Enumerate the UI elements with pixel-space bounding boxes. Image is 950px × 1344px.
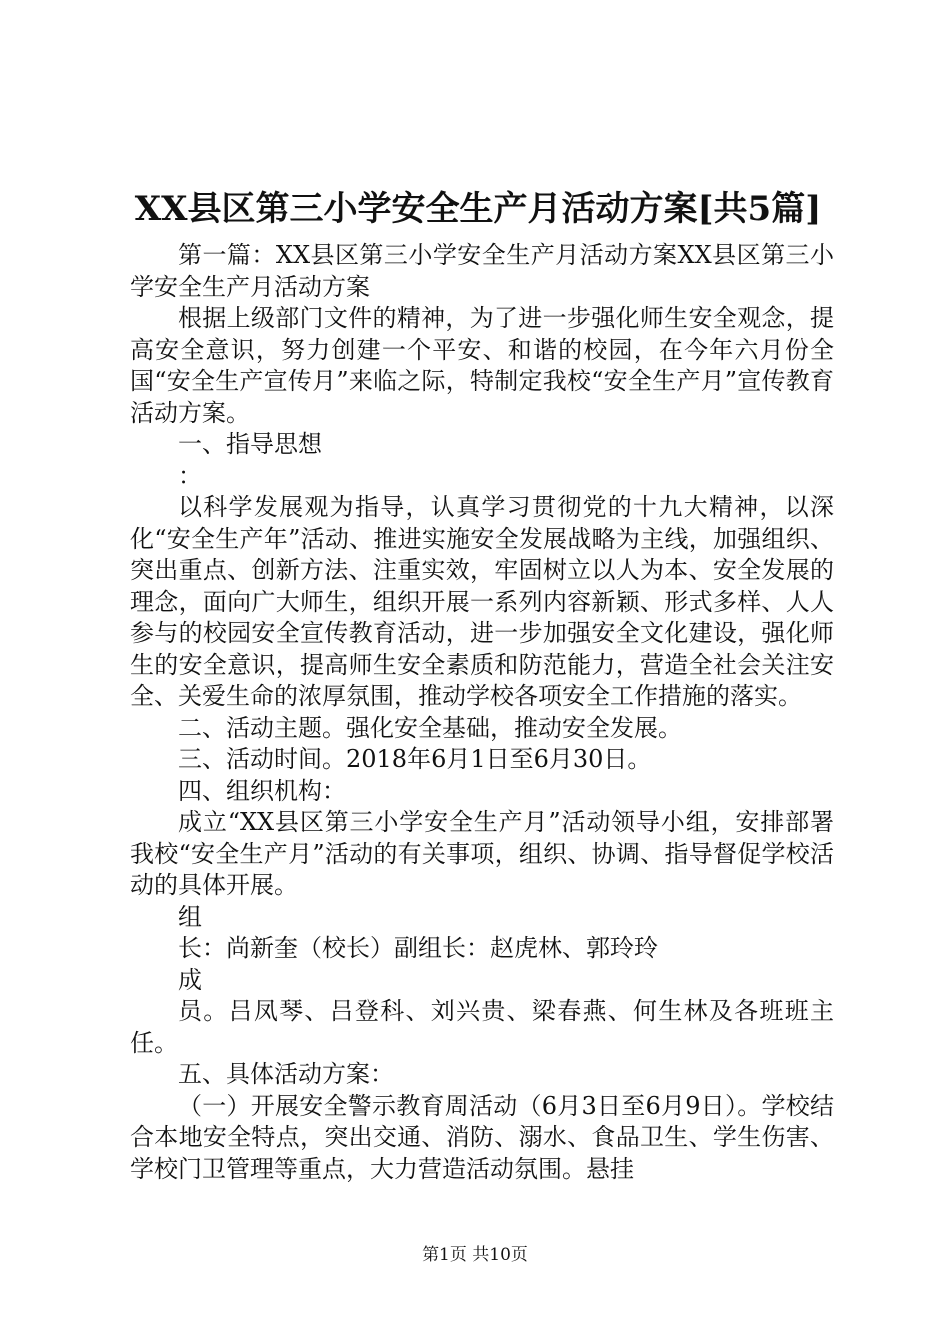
section-heading-organization: 四、组织机构：	[178, 776, 346, 805]
document-title: XX县区第三小学安全生产月活动方案[共5篇]	[134, 189, 822, 229]
paragraph-group-label: 组	[178, 902, 202, 931]
paragraph-members: 员。吕凤琴、吕登科、刘兴贵、梁春燕、何生林及各班班主任。	[130, 997, 834, 1057]
paragraph-organization: 成立“XX县区第三小学安全生产月”活动领导小组，安排部署我校“安全生产月”活动的有关事项，组织、协调、指导督促学校活动的具体开展。	[130, 808, 834, 899]
paragraph-intro: 根据上级部门文件的精神，为了进一步强化师生安全观念，提高安全意识，努力创建一个平安、和谐的校园，在今年六月份全国“安全生产宣传月”来临之际，特制定我校“安全生产月”宣传教育活动方案。	[130, 304, 834, 427]
page-footer: 第1页 共10页	[422, 1245, 528, 1265]
paragraph-part1-heading: 第一篇：XX县区第三小学安全生产月活动方案XX县区第三小学安全生产月活动方案	[130, 241, 834, 301]
section-heading-time: 三、活动时间。2018年6月1日至6月30日。	[178, 745, 652, 773]
paragraph-colon: ：	[178, 461, 202, 490]
paragraph-members-label: 成	[178, 965, 202, 994]
section-heading-guiding: 一、指导思想	[178, 430, 322, 458]
paragraph-plan-week: （一）开展安全警示教育周活动（6月3日至6月9日）。学校结合本地安全特点，突出交通、消防、溺水、食品卫生、学生伤害、学校门卫管理等重点，大力营造活动氛围。悬挂	[130, 1091, 834, 1183]
paragraph-guiding-thought: 以科学发展观为指导，认真学习贯彻党的十九大精神，以深化“安全生产年”活动、推进实施安全发展战略为主线，加强组织、突出重点、创新方法、注重实效，牢固树立以人为本、安全发展的理念，面向广大师生，组织开展一系列内容新颖、形式多样、人人参与的校园安全宣传教育活动，进一步加强安全文化建设，强化师生的安全意识，提高师生安全素质和防范能力，营造全社会关注安全、关爱生命的浓厚氛围，推动学校各项安全工作措施的落实。	[130, 493, 834, 710]
paragraph-group-leaders: 长：尚新奎（校长）副组长：赵虎林、郭玲玲	[178, 934, 658, 962]
section-heading-theme: 二、活动主题。强化安全基础，推动安全发展。	[178, 713, 682, 742]
document-body	[130, 240, 834, 1185]
section-heading-plan: 五、具体活动方案：	[178, 1060, 394, 1088]
